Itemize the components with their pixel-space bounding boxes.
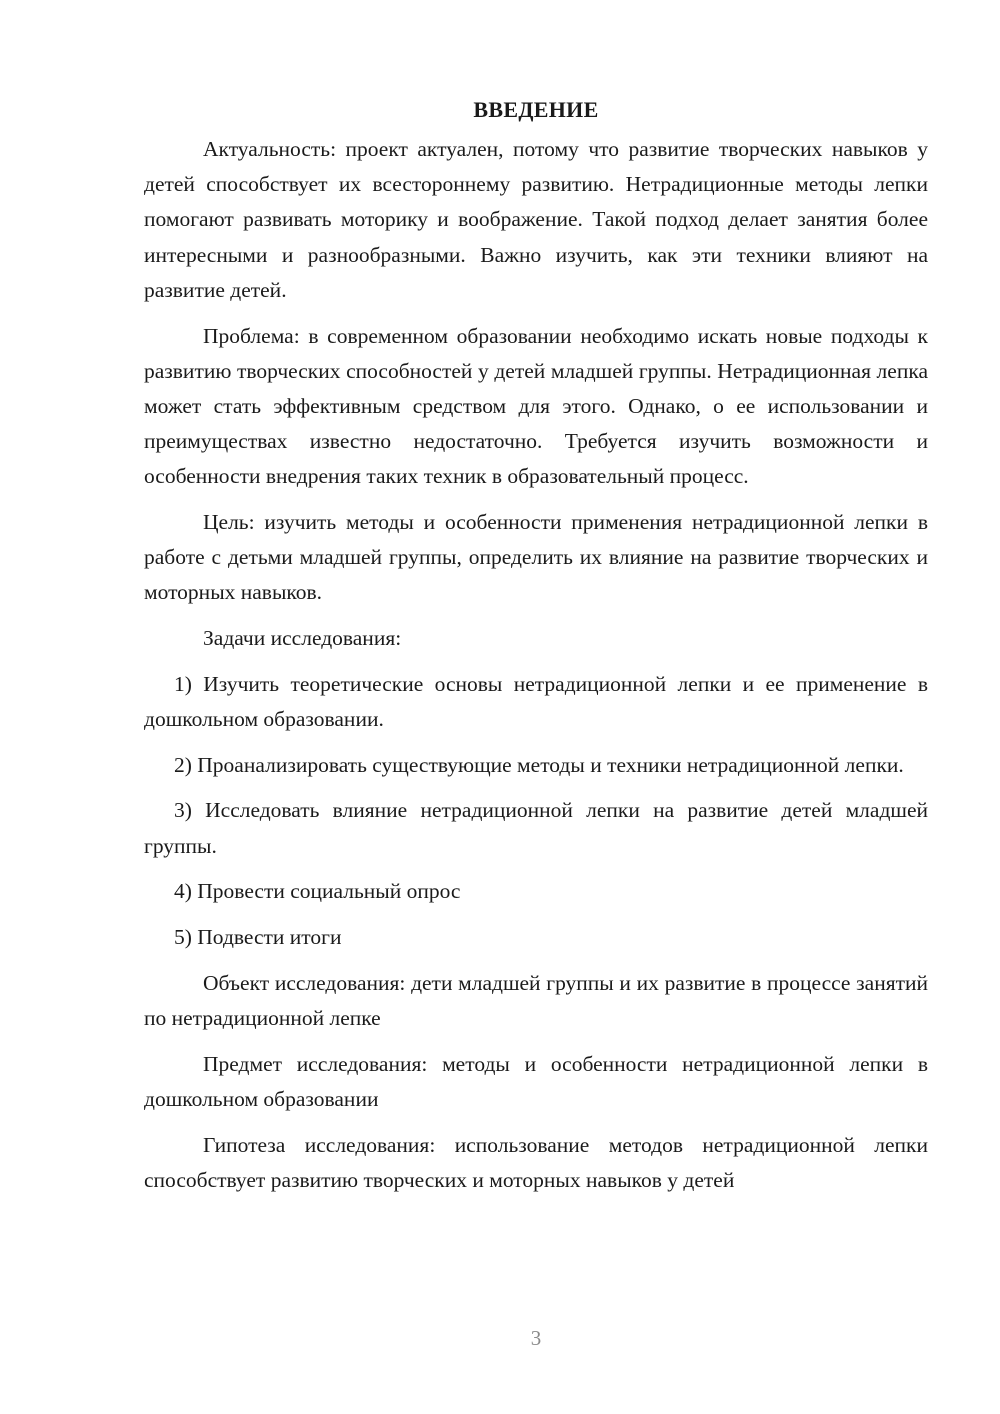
- task-item-4: 4) Провести социальный опрос: [174, 879, 461, 904]
- page-number: 3: [530, 1326, 542, 1350]
- tasks-title: Задачи исследования:: [203, 626, 402, 651]
- goal-paragraph: Цель: изучить методы и особенности применения нетрадиционной лепки в работе с детьми младшей группы, определить их влияние на развитие творческих и моторных навыков.: [144, 510, 928, 605]
- relevance-paragraph: Актуальность: проект актуален, потому что развитие творческих навыков у детей способствует их всестороннему развитию. Нетрадиционные методы лепки помогают развивать моторику и воображение. Такой подход делает занятия более интересными и разнообразными. Важно изучить, как эти техники влияют на развитие детей.: [144, 137, 928, 302]
- task-item-2: 2) Проанализировать существующие методы и техники нетрадиционной лепки.: [174, 752, 904, 777]
- document-page: [144, 92, 928, 1208]
- section-heading: ВВЕДЕНИЕ: [473, 97, 599, 122]
- problem-paragraph: Проблема: в современном образовании необходимо искать новые подходы к развитию творческих способностей у детей младшей группы. Нетрадиционная лепка может стать эффективным средством для этого. Однако, о ее использовании и преимуществах известно недостаточно. Требуется изучить возможности и особенности внедрения таких техник в образовательный процесс.: [144, 323, 928, 489]
- object-paragraph: Объект исследования: дети младшей группы и их развитие в процессе занятий по нетрадиционной лепке: [144, 970, 928, 1030]
- task-item-5: 5) Подвести итоги: [174, 925, 342, 950]
- task-item-3: 3) Исследовать влияние нетрадиционной лепки на развитие детей младшей группы.: [144, 798, 928, 858]
- task-item-1: 1) Изучить теоретические основы нетрадиционной лепки и ее применение в дошкольном образовании.: [144, 671, 928, 732]
- subject-paragraph: Предмет исследования: методы и особенности нетрадиционной лепки в дошкольном образовании: [144, 1051, 928, 1111]
- hypothesis-paragraph: Гипотеза исследования: использование методов нетрадиционной лепки способствует развитию творческих и моторных навыков у детей: [144, 1132, 928, 1192]
